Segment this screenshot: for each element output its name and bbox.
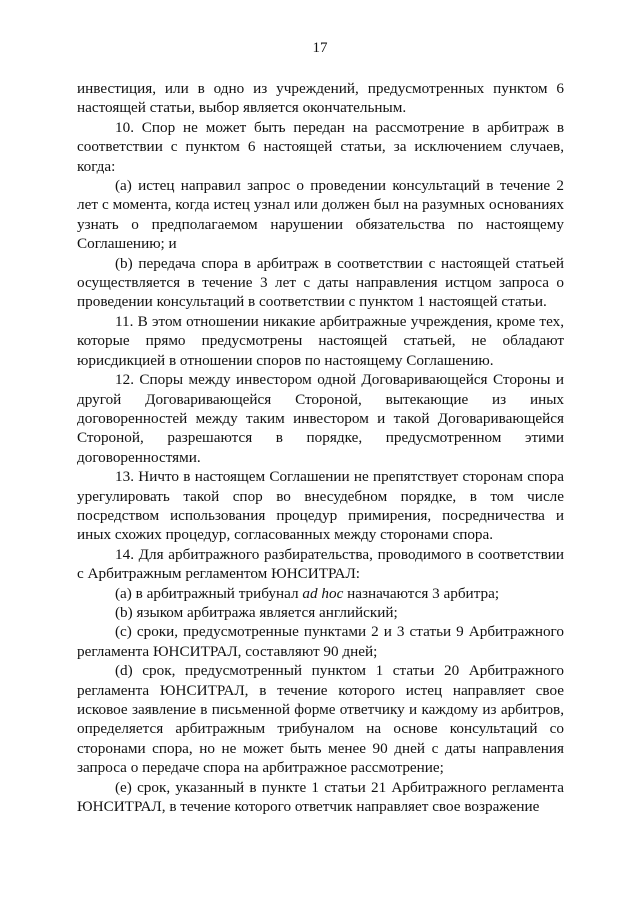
paragraph-10-b: (b) передача спора в арбитраж в соответствии с настоящей статьей осуществляется в течение 3 лет с даты направления истцом запроса о проведении консультаций в соответствии с пунктом 1 настоящей статьи. bbox=[77, 254, 564, 311]
paragraph-14-a-text-after: назначаются 3 арбитра; bbox=[343, 584, 500, 602]
paragraph-continuation: инвестиция, или в одно из учреждений, предусмотренных пунктом 6 настоящей статьи, выбор является окончательным. bbox=[77, 80, 564, 117]
paragraph-14-c: (c) сроки, предусмотренные пунктами 2 и 3 статьи 9 Арбитражного регламента ЮНСИТРАЛ, составляют 90 дней; bbox=[77, 623, 564, 660]
paragraph-14-b: (b) языком арбитража является английский; bbox=[115, 603, 398, 621]
paragraph-14-a-text-before: (a) в арбитражный трибунал bbox=[115, 584, 303, 602]
paragraph-14: 14. Для арбитражного разбирательства, проводимого в соответствии с Арбитражным регламентом ЮНСИТРАЛ: bbox=[77, 545, 564, 583]
paragraph-14-d: (d) срок, предусмотренный пунктом 1 статьи 20 Арбитражного регламента ЮНСИТРАЛ, в течение которого истец направляет свое исковое заявление в письменной форме ответчику и каждому из арбитров, определяется арбитражным трибуналом на основе консультаций со сторонами спора, но не может быть менее 90 дней с даты направления запроса о передаче спора на арбитражное рассмотрение; bbox=[77, 662, 564, 777]
paragraph-10-a: (a) истец направил запрос о проведении консультаций в течение 2 лет с момента, когда истец узнал или должен был на разумных основаниях узнать о предполагаемом нарушении обязательства по настоящему Соглашению; и bbox=[77, 177, 564, 253]
paragraph-14-a-italic-term: ad hoc bbox=[302, 584, 344, 602]
paragraph-13: 13. Ничто в настоящем Соглашении не препятствует сторонам спора урегулировать такой спор во внесудебном порядке, в том числе посредством использования процедур примирения, посредничества и иных схожих процедур, согласованных между сторонами спора. bbox=[77, 468, 564, 544]
page-number: 17 bbox=[312, 40, 328, 56]
paragraph-12: 12. Споры между инвестором одной Договаривающейся Стороны и другой Договаривающейся Стороной, вытекающие из иных договоренностей между таким инвестором и такой Договаривающейся Стороной, разрешаются в порядке, предусмотренном этими договоренностями. bbox=[77, 371, 564, 466]
paragraph-10: 10. Спор не может быть передан на рассмотрение в арбитраж в соответствии с пунктом 6 настоящей статьи, за исключением случаев, когда: bbox=[77, 118, 564, 175]
paragraph-11: 11. В этом отношении никакие арбитражные учреждения, кроме тех, которые прямо предусмотрены настоящей статьей, не обладают юрисдикцией в отношении споров по настоящему Соглашению. bbox=[77, 312, 564, 369]
document-body bbox=[77, 79, 564, 816]
paragraph-14-e: (e) срок, указанный в пункте 1 статьи 21 Арбитражного регламента ЮНСИТРАЛ, в течение которого ответчик направляет свое возражение bbox=[77, 778, 564, 816]
paragraph-14-a bbox=[77, 584, 564, 603]
